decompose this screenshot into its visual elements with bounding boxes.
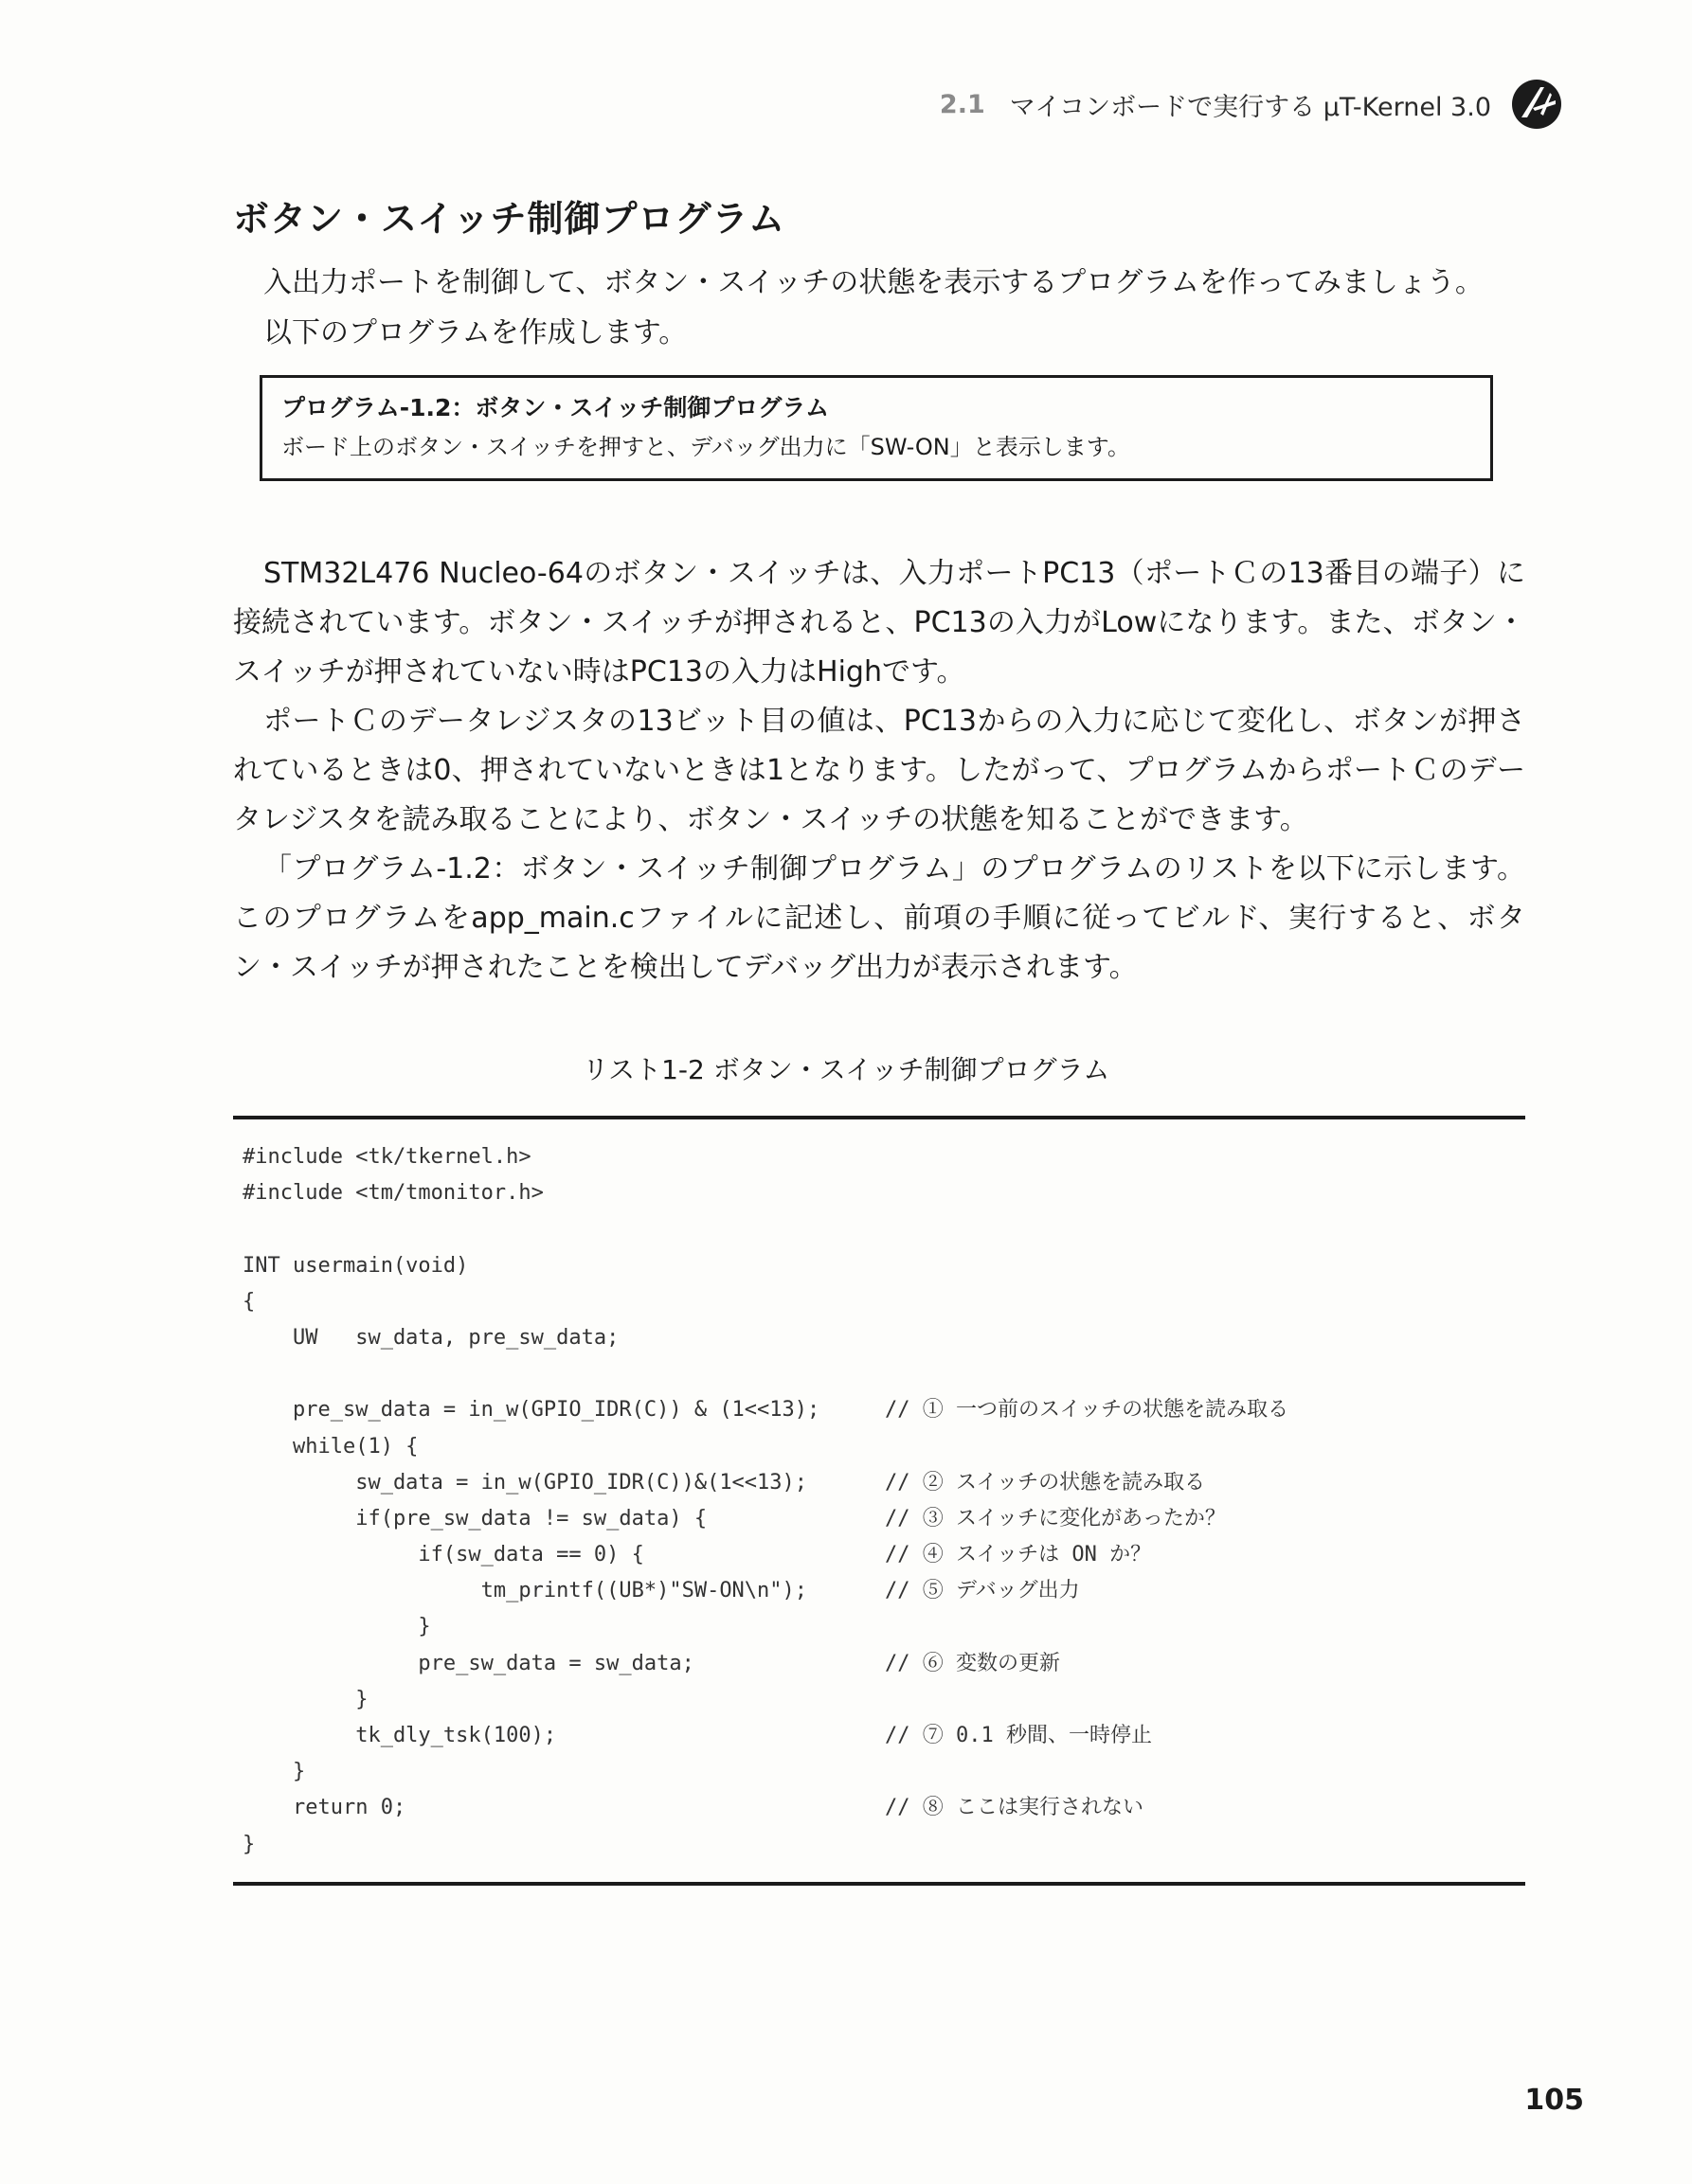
code-text: } [243, 1760, 306, 1784]
code-line [243, 1284, 819, 1320]
code-text: tk_dly_tsk(100); [243, 1724, 557, 1747]
code-line [243, 1537, 1152, 1573]
code-text: pre_sw_data = sw_data; [243, 1651, 694, 1675]
program-box [260, 375, 1493, 481]
code-line [243, 1139, 819, 1175]
code-text: sw_data = in_w(GPIO_IDR(C))&(1<<13); [243, 1470, 808, 1495]
code-line [243, 1392, 1289, 1428]
code-listing [243, 1139, 1289, 1863]
code-comment: // ④ スイッチは ON か？ [885, 1543, 1152, 1567]
listing-caption: リスト1-2 ボタン・スイッチ制御プログラム [582, 1054, 1110, 1085]
intro-line: 入出力ポートを制御して、ボタン・スイッチの状態を表示するプログラムを作ってみましょう。 [263, 266, 1484, 299]
code-line [243, 1248, 819, 1284]
code-line [243, 1320, 819, 1356]
code-comment: // ⑥ 変数の更新 [885, 1651, 1060, 1675]
code-comment: // ① 一つ前のスイッチの状態を読み取る [885, 1398, 1289, 1423]
paragraph: ポートＣのデータレジスタの13ビット目の値は、PC13からの入力に応じて変化し、ボタンが押されているときは0、押されていないときは1となります。したがって、プログラムからポートＣのデータレジスタを読み取ることにより、ボタン・スイッチの状態を知ることができます。 [233, 705, 1525, 836]
code-line [243, 1573, 1080, 1609]
code-line [243, 1827, 819, 1863]
program-box-title: プログラム-1.2：ボタン・スイッチ制御プログラム [281, 394, 830, 421]
code-text: return 0; [243, 1796, 406, 1820]
running-title: マイコンボードで実行する μT-Kernel 3.0 [1009, 92, 1491, 122]
code-line [243, 1609, 819, 1645]
listing-top-rule [233, 1116, 1525, 1119]
code-text: if(sw_data == 0) { [243, 1543, 644, 1567]
code-line [243, 1429, 819, 1465]
intro-text [263, 258, 1542, 358]
code-text: #include <tk/tkernel.h> [243, 1145, 531, 1169]
paragraph: STM32L476 Nucleo-64のボタン・スイッチは、入力ポートPC13（ポートＣの13番目の端子）に接続されています。ボタン・スイッチが押されると、PC13の入力がLowになります。また、ボタン・スイッチが押されていない時はPC13の入力はHighです。 [233, 557, 1525, 689]
code-text: #include <tm/tmonitor.h> [243, 1181, 544, 1206]
code-line [243, 1682, 819, 1718]
code-text: UW sw_data, pre_sw_data; [243, 1325, 620, 1350]
code-text: pre_sw_data = in_w(GPIO_IDR(C)) & (1<<13); [243, 1398, 820, 1423]
body-text [233, 549, 1525, 993]
code-line [243, 1790, 1143, 1826]
code-text: } [243, 1687, 369, 1711]
code-text: if(pre_sw_data != sw_data) { [243, 1506, 708, 1531]
code-comment: // ⑦ 0.1 秒間、一時停止 [885, 1724, 1152, 1747]
code-line [243, 1175, 819, 1211]
program-box-description: ボード上のボタン・スイッチを押すと、デバッグ出力に「SW-ON」と表示します。 [281, 434, 1130, 460]
code-line [243, 1718, 1152, 1754]
section-heading: ボタン・スイッチ制御プログラム [233, 198, 786, 240]
code-comment: // ⑤ デバッグ出力 [885, 1579, 1080, 1603]
section-number: 2.1 [939, 89, 985, 119]
code-text: INT usermain(void) [243, 1253, 469, 1278]
code-line [243, 1646, 1060, 1682]
code-text: { [243, 1289, 256, 1314]
code-line [243, 1356, 819, 1392]
code-text: tm_printf((UB*)"SW-ON\n"); [243, 1579, 808, 1603]
code-line [243, 1501, 1226, 1537]
listing-bottom-rule [233, 1882, 1525, 1886]
code-text: } [243, 1832, 256, 1856]
code-comment: // ② スイッチの状態を読み取る [885, 1470, 1206, 1495]
paragraph: 「プログラム-1.2：ボタン・スイッチ制御プログラム」のプログラムのリストを以下に示します。このプログラムをapp_main.cファイルに記述し、前項の手順に従ってビルド、実行すると、ボタン・スイッチが押されたことを検出してデバッグ出力が表示されます。 [233, 852, 1525, 984]
code-text: } [243, 1615, 431, 1639]
code-text: while(1) { [243, 1434, 419, 1459]
code-line [243, 1211, 819, 1247]
running-header [940, 80, 1561, 129]
code-line [243, 1754, 819, 1790]
code-comment: // ③ スイッチに変化があったか？ [885, 1506, 1226, 1531]
code-line [243, 1465, 1206, 1501]
page-number: 105 [1524, 2084, 1584, 2117]
intro-line: 以下のプログラムを作成します。 [263, 316, 688, 349]
code-comment: // ⑧ ここは実行されない [885, 1796, 1143, 1820]
tron-logo-icon [1512, 80, 1561, 129]
